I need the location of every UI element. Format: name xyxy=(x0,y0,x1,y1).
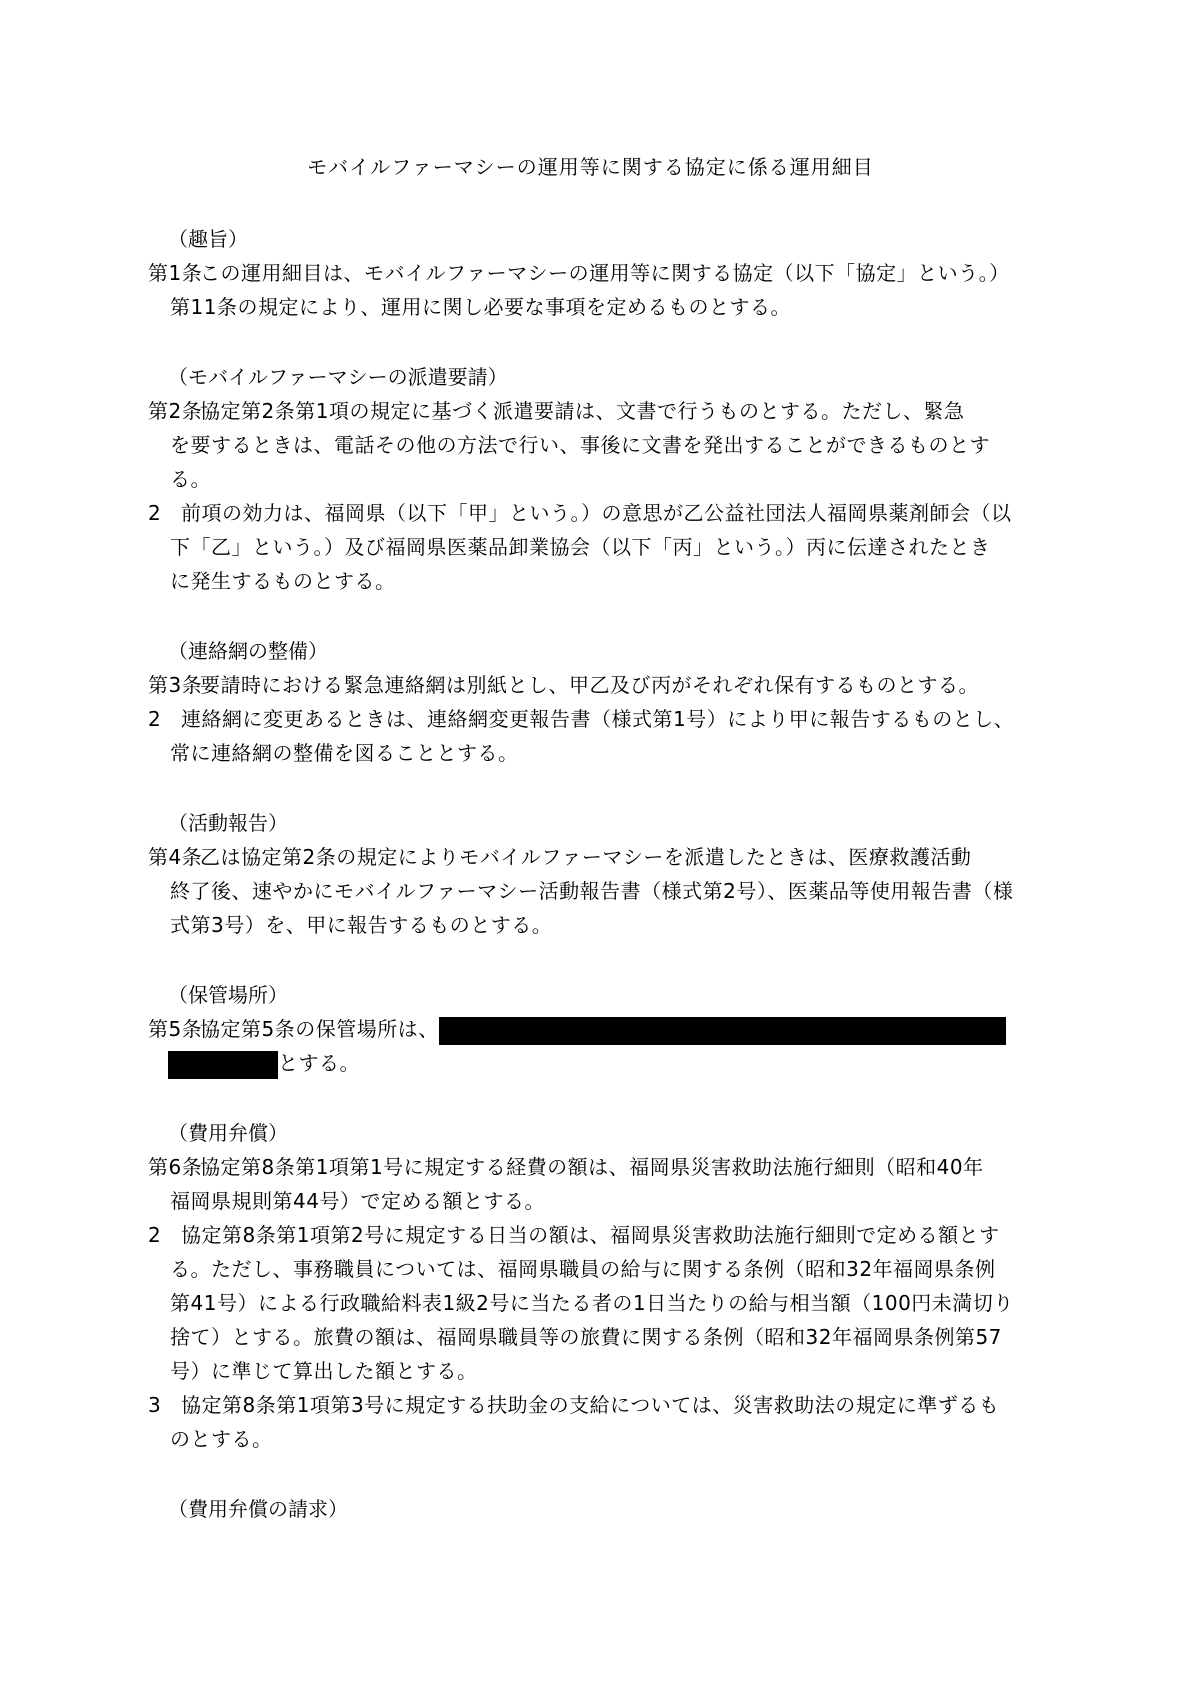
article-text: 協定第5条の保管場所は、 xyxy=(200,1017,439,1041)
item-text-line: る。ただし、事務職員については、福岡県職員の給与に関する条例（昭和32年福岡県条例 xyxy=(170,1257,996,1281)
article-text-line: この運用細目は、モバイルファーマシーの運用等に関する協定（以下「協定」という。） xyxy=(200,261,1010,285)
item-text-line: 前項の効力は、福岡県（以下「甲」という。）の意思が乙公益社団法人福岡県薬剤師会（以 xyxy=(181,501,1012,525)
article-3 xyxy=(148,668,1034,702)
article-text-line: 協定第2条第1項の規定に基づく派遣要請は、文書で行うものとする。ただし、緊急 xyxy=(200,399,965,423)
item-number: 2 xyxy=(148,501,162,525)
article-number: 第6条 xyxy=(148,1155,203,1179)
article-text-line: 乙は協定第2条の規定によりモバイルファーマシーを派遣したときは、医療救護活動 xyxy=(200,845,972,869)
article-2-item-2 xyxy=(148,496,1034,598)
article-5 xyxy=(148,1012,1034,1080)
article-text-line: 第11条の規定により、運用に関し必要な事項を定めるものとする。 xyxy=(170,295,791,319)
article-number: 第2条 xyxy=(148,399,203,423)
article-number: 第3条 xyxy=(148,673,203,697)
item-number: 3 xyxy=(148,1393,162,1417)
article-text-line: を要するときは、電話その他の方法で行い、事後に文書を発出することができるものとす xyxy=(170,433,990,457)
item-number: 2 xyxy=(148,707,162,731)
article-text-line: 終了後、速やかにモバイルファーマシー活動報告書（様式第2号）、医薬品等使用報告書（様 xyxy=(170,879,1014,903)
article-number: 第4条 xyxy=(148,845,203,869)
article-text: とする。 xyxy=(278,1051,360,1075)
article-4 xyxy=(148,840,1034,942)
document-title: モバイルファーマシーの運用等に関する協定に係る運用細目 xyxy=(307,155,874,179)
item-text-line: 協定第8条第1項第2号に規定する日当の額は、福岡県災害救助法施行細則で定める額とす xyxy=(181,1223,1000,1247)
item-text-line: 第41号）による行政職給料表1級2号に当たる者の1日当たりの給与相当額（100円未満切り xyxy=(170,1291,1014,1315)
section-heading: （モバイルファーマシーの派遣要請） xyxy=(168,365,508,389)
redaction-block xyxy=(439,1017,1006,1045)
article-6 xyxy=(148,1150,1034,1218)
item-text-line: 常に連絡網の整備を図ることとする。 xyxy=(170,741,519,765)
item-text-line: に発生するものとする。 xyxy=(170,569,396,593)
article-3-item-2 xyxy=(148,702,1034,770)
article-text-line: る。 xyxy=(170,467,211,491)
section-heading: （趣旨） xyxy=(168,227,248,251)
article-text-line: 式第3号）を、甲に報告するものとする。 xyxy=(170,913,553,937)
article-6-item-2 xyxy=(148,1218,1034,1388)
article-text-line: 協定第8条第1項第1号に規定する経費の額は、福岡県災害救助法施行細則（昭和40年 xyxy=(200,1155,984,1179)
article-text-line: 要請時における緊急連絡網は別紙とし、甲乙及び丙がそれぞれ保有するものとする。 xyxy=(200,673,979,697)
article-number: 第5条 xyxy=(148,1017,203,1041)
article-2 xyxy=(148,394,1034,496)
section-heading: （活動報告） xyxy=(168,811,288,835)
item-text-line: 号）に準じて算出した額とする。 xyxy=(170,1359,478,1383)
section-heading: （連絡網の整備） xyxy=(168,639,328,663)
article-1 xyxy=(148,256,1034,324)
item-text-line: のとする。 xyxy=(170,1427,273,1451)
redaction-block xyxy=(168,1051,278,1079)
item-text-line: 協定第8条第1項第3号に規定する扶助金の支給については、災害救助法の規定に準ずるも xyxy=(181,1393,1000,1417)
document-body xyxy=(148,222,1034,1526)
article-text-line: 福岡県規則第44号）で定める額とする。 xyxy=(170,1189,545,1213)
article-number: 第1条 xyxy=(148,261,203,285)
item-text-line: 捨て）とする。旅費の額は、福岡県職員等の旅費に関する条例（昭和32年福岡県条例第57 xyxy=(170,1325,1002,1349)
item-number: 2 xyxy=(148,1223,162,1247)
section-heading: （費用弁償） xyxy=(168,1121,288,1145)
item-text-line: 連絡網に変更あるときは、連絡網変更報告書（様式第1号）により甲に報告するものとし、 xyxy=(181,707,1015,731)
article-6-item-3 xyxy=(148,1388,1034,1456)
section-heading: （保管場所） xyxy=(168,983,288,1007)
item-text-line: 下「乙」という。）及び福岡県医薬品卸業協会（以下「丙」という。）丙に伝達されたとき xyxy=(170,535,991,559)
section-heading: （費用弁償の請求） xyxy=(168,1497,348,1521)
